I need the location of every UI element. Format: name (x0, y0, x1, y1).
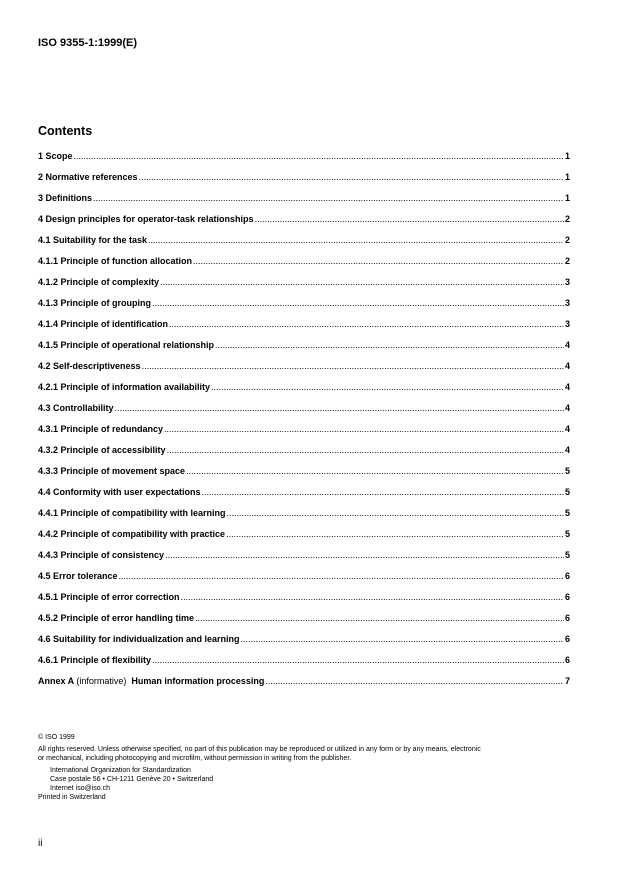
toc-entry-page: 1 (564, 193, 570, 203)
toc-entry[interactable] (38, 403, 570, 424)
toc-entry-title: 4.2 Self-descriptiveness (38, 361, 141, 371)
toc-entry-page: 5 (564, 466, 570, 476)
dot-leader (142, 361, 564, 371)
dot-leader (215, 340, 564, 350)
toc-entry-title: 4.4.3 Principle of consistency (38, 550, 165, 560)
dot-leader (241, 634, 564, 644)
toc-entry[interactable] (38, 445, 570, 466)
toc-entry-title: 4.1.3 Principle of grouping (38, 298, 152, 308)
toc-entry-title: 3 Definitions (38, 193, 93, 203)
toc-entry[interactable] (38, 466, 570, 487)
toc-entry-title: 4.3 Controllability (38, 403, 114, 413)
copyright-notice: © ISO 1999 (38, 734, 75, 741)
dot-leader (93, 193, 564, 203)
toc-entry-page: 5 (564, 529, 570, 539)
toc-entry[interactable] (38, 550, 570, 571)
toc-entry-page: 4 (564, 424, 570, 434)
toc-entry-page: 3 (564, 319, 570, 329)
dot-leader (152, 655, 564, 665)
toc-entry-page: 1 (564, 151, 570, 161)
toc-entry-title: 4.4.1 Principle of compatibility with learning (38, 508, 226, 518)
toc-entry[interactable] (38, 193, 570, 214)
page-number: ii (38, 838, 43, 849)
printed-in: Printed in Switzerland (38, 794, 106, 801)
toc-entry[interactable] (38, 613, 570, 634)
toc-entry-page: 5 (564, 487, 570, 497)
dot-leader (152, 298, 564, 308)
toc-entry-page: 3 (564, 298, 570, 308)
toc-entry-title: 4.1.2 Principle of complexity (38, 277, 160, 287)
toc-entry[interactable] (38, 172, 570, 193)
toc-entry-page: 4 (564, 340, 570, 350)
dot-leader (193, 256, 564, 266)
toc-entry-page: 6 (564, 613, 570, 623)
dot-leader (265, 676, 564, 686)
organization-address: Case postale 56 • CH-1211 Genève 20 • Switzerland (50, 776, 214, 783)
toc-entry[interactable] (38, 382, 570, 403)
toc-entry-page: 4 (564, 445, 570, 455)
dot-leader (115, 403, 564, 413)
toc-entry-page: 5 (564, 550, 570, 560)
dot-leader (148, 235, 564, 245)
dot-leader (164, 424, 564, 434)
document-id-header: ISO 9355-1:1999(E) (38, 37, 138, 49)
dot-leader (139, 172, 564, 182)
toc-entry-title: 4.3.1 Principle of redundancy (38, 424, 164, 434)
toc-entry[interactable] (38, 298, 570, 319)
organization-internet: Internet iso@iso.ch (50, 785, 111, 792)
toc-entry-title: 4.5 Error tolerance (38, 571, 118, 581)
toc-entry-title: 4.5.1 Principle of error correction (38, 592, 180, 602)
table-of-contents (38, 151, 570, 697)
toc-entry-page: 4 (564, 361, 570, 371)
toc-entry-page: 4 (564, 382, 570, 392)
toc-entry[interactable] (38, 571, 570, 592)
dot-leader (119, 571, 564, 581)
toc-entry-page: 6 (564, 592, 570, 602)
toc-entry-title: Annex A (informative) Human information processing (38, 676, 265, 686)
toc-entry[interactable] (38, 508, 570, 529)
toc-entry-title: 4.2.1 Principle of information availability (38, 382, 211, 392)
toc-entry[interactable] (38, 361, 570, 382)
dot-leader (227, 508, 564, 518)
toc-entry-page: 7 (564, 676, 570, 686)
toc-entry-page: 2 (564, 235, 570, 245)
dot-leader (167, 445, 564, 455)
toc-entry-page: 6 (564, 571, 570, 581)
toc-entry-page: 3 (564, 277, 570, 287)
dot-leader (195, 613, 564, 623)
toc-entry[interactable] (38, 340, 570, 361)
dot-leader (169, 319, 564, 329)
toc-entry[interactable] (38, 256, 570, 277)
toc-entry-page: 5 (564, 508, 570, 518)
copyright-block (38, 733, 578, 802)
dot-leader (226, 529, 564, 539)
toc-entry-title: 4.6.1 Principle of flexibility (38, 655, 152, 665)
toc-entry-page: 1 (564, 172, 570, 182)
dot-leader (202, 487, 564, 497)
toc-entry[interactable] (38, 214, 570, 235)
dot-leader (74, 151, 564, 161)
toc-entry-title: 4.6 Suitability for individualization and learning (38, 634, 240, 644)
toc-entry-title: 4.4.2 Principle of compatibility with practice (38, 529, 226, 539)
dot-leader (165, 550, 564, 560)
toc-entry[interactable] (38, 634, 570, 655)
toc-entry[interactable] (38, 424, 570, 445)
dot-leader (211, 382, 564, 392)
toc-entry-page: 4 (564, 403, 570, 413)
toc-entry[interactable] (38, 592, 570, 613)
toc-entry[interactable] (38, 529, 570, 550)
rights-statement-line-1: All rights reserved. Unless otherwise specified, no part of this publication may be reproduced or utilized in any form or by any means, electronic (38, 746, 481, 753)
toc-entry[interactable] (38, 319, 570, 340)
toc-entry-title: 4.1.1 Principle of function allocation (38, 256, 193, 266)
contents-heading: Contents (38, 124, 93, 138)
dot-leader (186, 466, 564, 476)
toc-entry[interactable] (38, 151, 570, 172)
toc-entry-page: 2 (564, 256, 570, 266)
toc-entry-title: 4.5.2 Principle of error handling time (38, 613, 195, 623)
toc-entry-title: 4 Design principles for operator-task relationships (38, 214, 254, 224)
rights-statement-line-2: or mechanical, including photocopying and microfilm, without permission in writing from the publisher. (38, 755, 352, 762)
dot-leader (181, 592, 564, 602)
toc-entry-title: 4.4 Conformity with user expectations (38, 487, 201, 497)
dot-leader (255, 214, 564, 224)
toc-entry-title: 4.3.3 Principle of movement space (38, 466, 186, 476)
dot-leader (160, 277, 564, 287)
toc-entry-title: 2 Normative references (38, 172, 138, 182)
toc-entry-title: 4.1.4 Principle of identification (38, 319, 169, 329)
toc-entry[interactable] (38, 487, 570, 508)
toc-entry-annex-a[interactable] (38, 676, 570, 697)
toc-entry-title: 4.3.2 Principle of accessibility (38, 445, 166, 455)
toc-entry-title: 4.1 Suitability for the task (38, 235, 148, 245)
toc-entry-title: 4.1.5 Principle of operational relationship (38, 340, 215, 350)
toc-entry-title: 1 Scope (38, 151, 73, 161)
toc-entry-page: 6 (564, 634, 570, 644)
toc-entry-page: 6 (564, 655, 570, 665)
toc-entry-page: 2 (564, 214, 570, 224)
toc-entry[interactable] (38, 655, 570, 676)
toc-entry[interactable] (38, 277, 570, 298)
organization-name: International Organization for Standardization (50, 767, 191, 774)
toc-entry[interactable] (38, 235, 570, 256)
